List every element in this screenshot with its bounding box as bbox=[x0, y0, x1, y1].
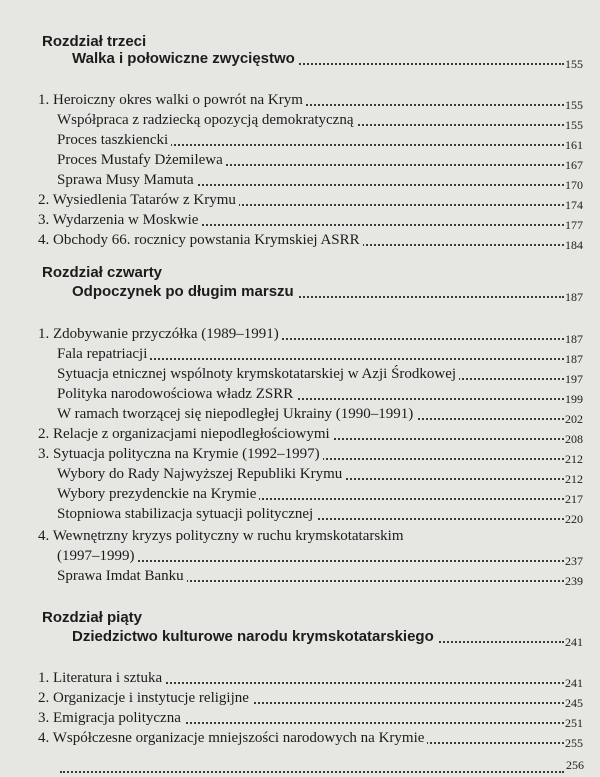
toc-entry bbox=[0, 567, 600, 591]
entry-text: Sprawa Imdat Banku bbox=[57, 567, 187, 585]
page-number: 202 bbox=[565, 412, 583, 426]
chapter-title: Walka i połowiczne zwycięstwo bbox=[72, 50, 298, 68]
page-number: 245 bbox=[565, 696, 583, 710]
chapter-label: Rozdział trzeci bbox=[42, 33, 147, 50]
page-number: 208 bbox=[565, 432, 583, 446]
entry-text: W ramach tworzącej się niepodległej Ukrainy (1990–1991) bbox=[57, 405, 416, 423]
page-number: 241 bbox=[565, 635, 583, 649]
leader-dots bbox=[65, 560, 564, 562]
page-number: 187 bbox=[565, 352, 583, 366]
entry-text: Proces Mustafy Dżemilewa bbox=[57, 151, 226, 169]
entry-text: Współpraca z radziecką opozycją demokratyczną bbox=[57, 111, 357, 129]
page-number: 255 bbox=[565, 736, 583, 750]
page-number: 161 bbox=[565, 138, 583, 152]
entry-text: 1. Zdobywanie przyczółka (1989–1991) bbox=[38, 325, 282, 343]
page-number: 239 bbox=[565, 574, 583, 588]
entry-continuation-text: (1997–1999) bbox=[57, 547, 138, 565]
entry-text: 4. Współczesne organizacje mniejszości narodowych na Krymie bbox=[38, 729, 427, 747]
page-number: 155 bbox=[565, 98, 583, 112]
entry-text: 2. Wysiedlenia Tatarów z Krymu bbox=[38, 191, 239, 209]
entry-text: Wybory do Rady Najwyższej Republiki Krymu bbox=[57, 465, 345, 483]
page-number: 170 bbox=[565, 178, 583, 192]
entry-text: Sprawa Musy Mamuta bbox=[57, 171, 197, 189]
page-number: 184 bbox=[565, 238, 583, 252]
entry-text: 4. Wewnętrzny kryzys polityczny w ruchu krymskotatarskim bbox=[38, 527, 407, 545]
page-number: 241 bbox=[565, 676, 583, 690]
page-number: 256 bbox=[566, 758, 584, 772]
page-number: 197 bbox=[565, 372, 583, 386]
page-number: 187 bbox=[565, 332, 583, 346]
toc-entry bbox=[0, 729, 600, 753]
chapter-title-row bbox=[0, 628, 600, 652]
entry-text: 3. Wydarzenia w Moskwie bbox=[38, 211, 201, 229]
chapter-title-row bbox=[0, 50, 600, 74]
entry-text: 3. Emigracja polityczna bbox=[38, 709, 184, 727]
page-number: 155 bbox=[565, 57, 583, 71]
entry-text: Sytuacja etnicznej wspólnoty krymskotatarskiej w Azji Środkowej bbox=[57, 365, 459, 383]
page-number: 199 bbox=[565, 392, 583, 406]
page-number: 212 bbox=[565, 472, 583, 486]
page-number: 251 bbox=[565, 716, 583, 730]
toc-entry bbox=[0, 231, 600, 255]
entry-text: Fala repatriacji bbox=[57, 345, 150, 363]
page-number: 167 bbox=[565, 158, 583, 172]
chapter-label: Rozdział czwarty bbox=[42, 264, 163, 281]
entry-text: 1. Literatura i sztuka bbox=[38, 669, 165, 687]
page-number: 177 bbox=[565, 218, 583, 232]
page-number: 187 bbox=[565, 290, 583, 304]
page-number: 212 bbox=[565, 452, 583, 466]
chapter-label: Rozdział piąty bbox=[42, 609, 143, 626]
entry-text: Stopniowa stabilizacja sytuacji politycznej bbox=[57, 505, 316, 523]
entry-text: 4. Obchody 66. rocznicy powstania Krymskiej ASRR bbox=[38, 231, 363, 249]
entry-text: Polityka narodowościowa władz ZSRR bbox=[57, 385, 296, 403]
page-number: 237 bbox=[565, 554, 583, 568]
page-number: 155 bbox=[565, 118, 583, 132]
entry-text: 3. Sytuacja polityczna na Krymie (1992–1997) bbox=[38, 445, 323, 463]
page-number: 220 bbox=[565, 512, 583, 526]
leader-dots bbox=[60, 771, 564, 773]
page-number: 217 bbox=[565, 492, 583, 506]
entry-text: Wybory prezydenckie na Krymie bbox=[57, 485, 259, 503]
chapter-title: Odpoczynek po długim marszu bbox=[72, 283, 297, 301]
entry-text: 1. Heroiczny okres walki o powrót na Krym bbox=[38, 91, 306, 109]
chapter-title: Dziedzictwo kulturowe narodu krymskotatarskiego bbox=[72, 628, 437, 646]
page-number: 174 bbox=[565, 198, 583, 212]
toc-entry bbox=[0, 505, 600, 529]
entry-text: Proces taszkiencki bbox=[57, 131, 171, 149]
chapter-title-row bbox=[0, 283, 600, 307]
entry-text: 2. Relacje z organizacjami niepodległościowymi bbox=[38, 425, 333, 443]
entry-text: 2. Organizacje i instytucje religijne bbox=[38, 689, 252, 707]
